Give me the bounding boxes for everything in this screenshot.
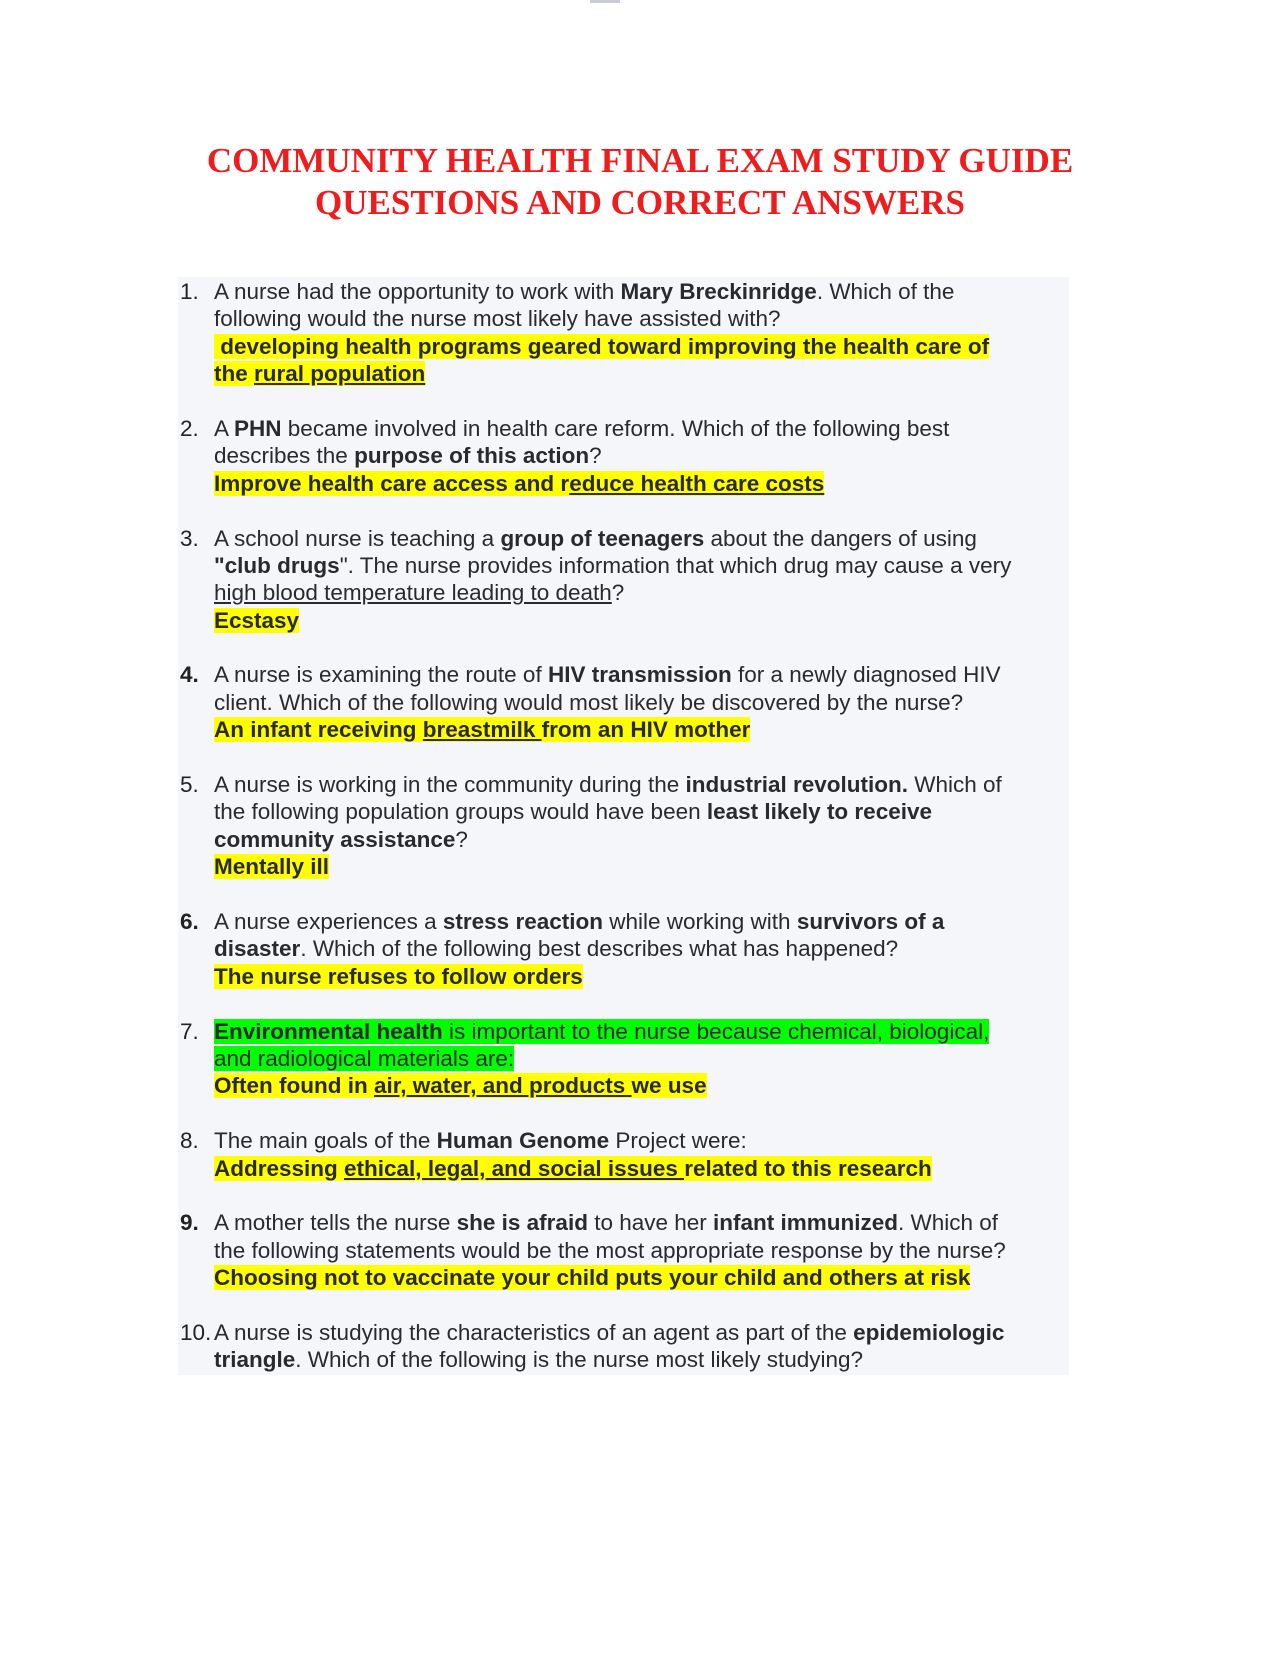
- question-item: [178, 661, 1069, 743]
- question-number: 1.: [180, 279, 199, 304]
- question-text: infant immunized: [713, 1210, 899, 1236]
- question-text: became involved in health care reform. Which of the following best: [281, 415, 950, 441]
- text-line: [214, 1045, 1069, 1072]
- question-text: survivors of a: [796, 908, 945, 934]
- text-line: [214, 935, 1069, 962]
- question-text: Mary Breckinridge: [620, 279, 817, 304]
- question-text: for a newly diagnosed HIV: [731, 662, 1001, 688]
- question-text: about the dangers of using: [704, 525, 977, 551]
- question-text: while working with: [602, 908, 797, 934]
- text-line: [214, 798, 1069, 825]
- question-text: the following statements would be the most appropriate response by the nurse?: [214, 1237, 1006, 1263]
- question-item: [178, 415, 1069, 497]
- text-line: [214, 689, 1069, 716]
- answer-text: Ecstasy: [214, 607, 300, 633]
- question-number: 10.: [180, 1319, 212, 1345]
- text-line: [214, 579, 1069, 606]
- text-line: [214, 442, 1069, 469]
- text-line: [214, 1319, 1069, 1346]
- text-line: [214, 552, 1069, 579]
- text-line: [214, 360, 1069, 387]
- question-text: Human Genome: [436, 1128, 610, 1154]
- question-text: "club drugs: [214, 552, 340, 578]
- answer-text: from an HIV mother: [541, 717, 751, 743]
- document-title: [0, 140, 1280, 224]
- question-text: ?: [611, 580, 625, 606]
- text-line: [214, 963, 1069, 990]
- text-line: [214, 1237, 1069, 1264]
- question-text: disaster: [214, 936, 301, 962]
- text-line: [214, 470, 1069, 497]
- text-line: [214, 1072, 1069, 1099]
- question-number: 9.: [180, 1210, 199, 1236]
- question-text: A nurse is working in the community during the: [214, 772, 686, 798]
- page-header-mark: [590, 0, 620, 3]
- question-text: A school nurse is teaching a: [214, 525, 501, 551]
- question-text: . Which of: [898, 1210, 999, 1236]
- text-line: [214, 1018, 1069, 1045]
- answer-text: Improve health care access and r: [214, 470, 570, 496]
- answer-text: developing health programs geared toward improving the health care of: [214, 333, 990, 359]
- text-line: [214, 333, 1069, 360]
- text-line: [214, 1155, 1069, 1182]
- question-text: A mother tells the nurse: [214, 1210, 457, 1236]
- text-line: [214, 607, 1069, 634]
- question-text: ?: [589, 443, 602, 469]
- answer-text: related to this research: [684, 1155, 932, 1181]
- question-number: 5.: [180, 772, 199, 798]
- question-text: triangle: [214, 1347, 296, 1373]
- text-line: [214, 661, 1069, 688]
- question-number: 6.: [180, 908, 199, 934]
- question-text: A nurse is examining the route of: [214, 662, 548, 688]
- question-text: A nurse is studying the characteristics of an agent as part of the: [214, 1319, 854, 1345]
- question-text: . Which of the following is the nurse most likely studying?: [295, 1347, 864, 1373]
- question-text: least likely to receive: [706, 799, 933, 825]
- question-text: The main goals of the: [214, 1128, 437, 1154]
- text-line: [214, 826, 1069, 853]
- question-text: Project were:: [609, 1128, 747, 1154]
- question-number: 4.: [180, 662, 199, 688]
- text-line: [214, 525, 1069, 552]
- title-line-2: QUESTIONS AND CORRECT ANSWERS: [315, 183, 965, 222]
- text-line: [214, 1127, 1069, 1154]
- text-line: [214, 305, 1069, 332]
- answer-text: An infant receiving: [214, 717, 423, 743]
- question-text: PHN: [234, 415, 282, 441]
- question-text: group of teenagers: [500, 525, 705, 551]
- answer-text: air, water, and products: [373, 1073, 632, 1099]
- answer-text: educe health care costs: [569, 470, 825, 496]
- answer-text: is important to the nurse because chemical, biological,: [442, 1018, 990, 1044]
- question-text: to have her: [587, 1210, 714, 1236]
- answer-text: we use: [631, 1073, 707, 1099]
- answer-text: ethical, legal, and social issues: [344, 1155, 685, 1181]
- answer-text: The nurse refuses to follow orders: [214, 963, 583, 989]
- text-line: [214, 771, 1069, 798]
- question-text: Which of: [908, 772, 1002, 798]
- answer-text: the: [214, 361, 255, 387]
- text-line: [214, 1209, 1069, 1236]
- answer-text: Choosing not to vaccinate your child puts your child and others at risk: [214, 1265, 971, 1291]
- text-line: [214, 1264, 1069, 1291]
- question-item: [178, 771, 1069, 881]
- question-text: A nurse had the opportunity to work with: [214, 279, 621, 304]
- answer-text: and radiological materials are:: [214, 1045, 515, 1071]
- question-item: [178, 1127, 1069, 1182]
- title-line-1: COMMUNITY HEALTH FINAL EXAM STUDY GUIDE: [206, 141, 1074, 180]
- question-item: [178, 908, 1069, 990]
- question-text: purpose of this action: [354, 443, 590, 469]
- question-text: A nurse experiences a: [214, 908, 443, 934]
- question-text: the following population groups would have been: [214, 799, 707, 825]
- question-text: following would the nurse most likely have assisted with?: [214, 306, 781, 332]
- question-number: 7.: [180, 1018, 199, 1044]
- answer-text: breastmilk: [422, 717, 542, 743]
- question-item: [178, 278, 1069, 388]
- question-item: [178, 1018, 1069, 1100]
- question-text: industrial revolution.: [685, 772, 909, 798]
- text-line: [214, 278, 1069, 305]
- answer-text: Often found in: [214, 1073, 374, 1099]
- question-text: ?: [455, 826, 468, 852]
- text-line: [214, 908, 1069, 935]
- question-text: . Which of the: [816, 279, 955, 304]
- question-text: epidemiologic: [853, 1319, 1005, 1345]
- question-text: . Which of the following best describes what has happened?: [300, 936, 899, 962]
- question-list: [178, 277, 1069, 1375]
- question-text: describes the: [214, 443, 355, 469]
- question-text: client. Which of the following would most likely be discovered by the nurse?: [214, 689, 964, 715]
- question-number: 3.: [180, 525, 199, 551]
- answer-text: rural population: [254, 361, 426, 387]
- question-text: she is afraid: [456, 1210, 588, 1236]
- question-text: community assistance: [214, 826, 456, 852]
- text-line: [214, 853, 1069, 880]
- text-line: [214, 415, 1069, 442]
- question-text: ". The nurse provides information that which drug may cause a very: [339, 552, 1012, 578]
- answer-text: Addressing: [214, 1155, 345, 1181]
- question-number: 2.: [180, 415, 199, 441]
- question-text: HIV transmission: [547, 662, 732, 688]
- text-line: [214, 1346, 1069, 1373]
- question-number: 8.: [180, 1128, 199, 1154]
- question-item: [178, 1319, 1069, 1374]
- answer-text: Mentally ill: [214, 854, 330, 880]
- question-text: stress reaction: [442, 908, 603, 934]
- question-item: [178, 525, 1069, 635]
- question-item: [178, 1209, 1069, 1291]
- question-text: high blood temperature leading to death: [214, 580, 612, 606]
- answer-text: Environmental health: [214, 1018, 443, 1044]
- question-text: A: [214, 415, 235, 441]
- text-line: [214, 716, 1069, 743]
